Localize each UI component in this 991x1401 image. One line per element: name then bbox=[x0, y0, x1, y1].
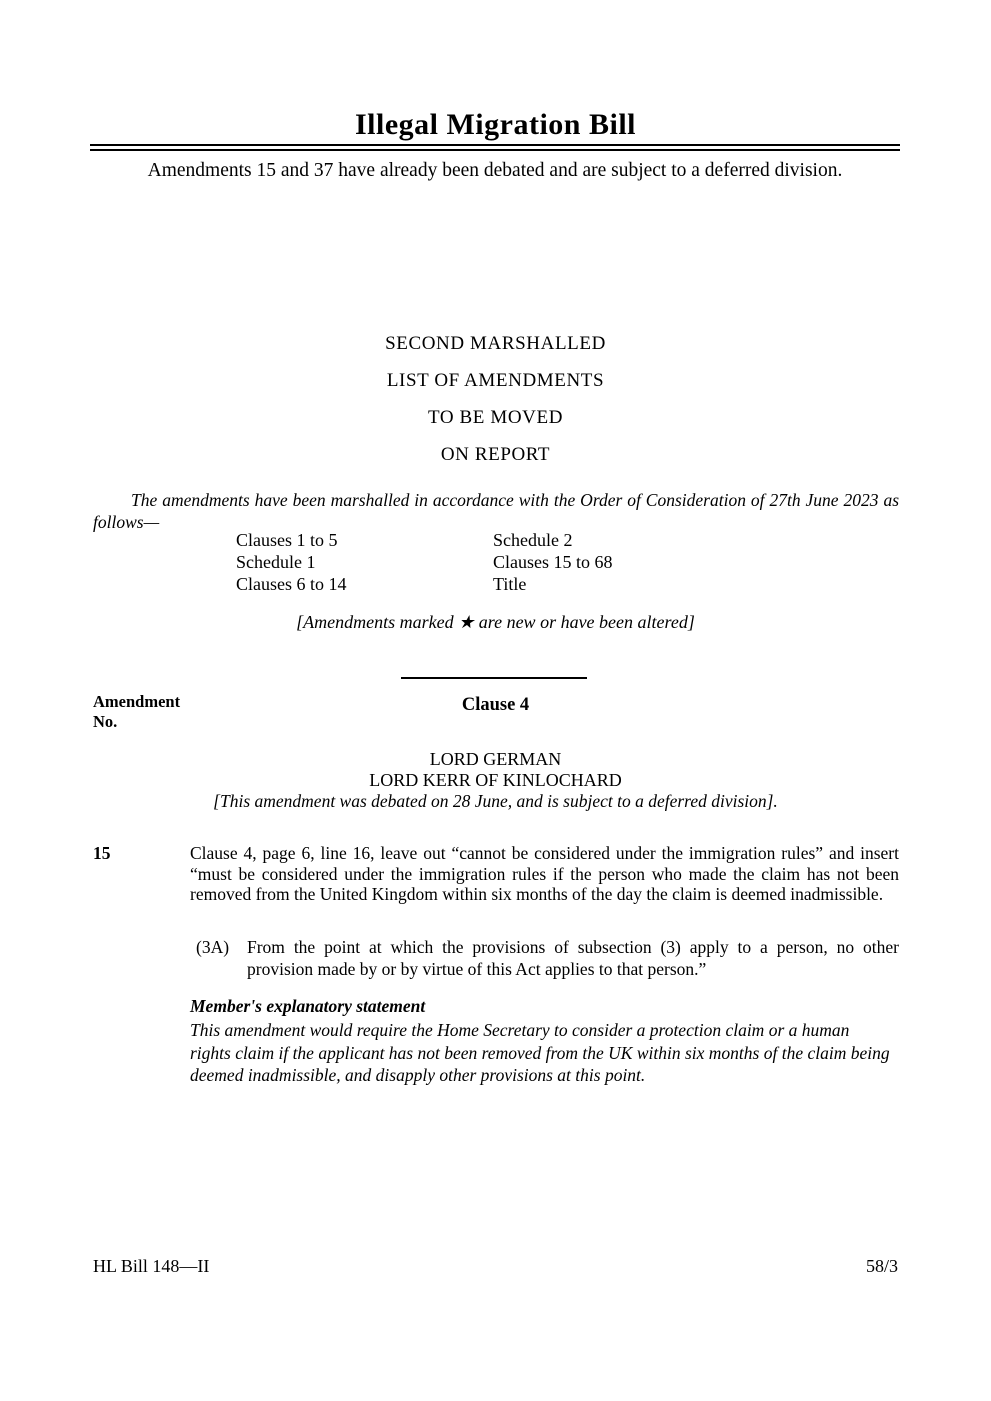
heading-line: LIST OF AMENDMENTS bbox=[386, 370, 605, 391]
sponsor-name: LORD KERR OF KINLOCHARD bbox=[369, 770, 622, 790]
footer-session-number: 58/3 bbox=[865, 1256, 898, 1276]
title-double-rule bbox=[90, 144, 900, 151]
amendment-text: Clause 4, page 6, line 16, leave out “cannot be considered under the immigration rules” and insert “must be considered under the immigration rules if the person who made the claim has not been removed from the United Kingdom within six months of the day the claim is deemed inadmissible. bbox=[190, 843, 899, 905]
amendment-sponsors bbox=[0, 749, 991, 791]
deferred-division-notice: Amendments 15 and 37 have already been debated and are subject to a deferred division. bbox=[147, 160, 843, 181]
amendment-subsection bbox=[196, 936, 899, 980]
order-item: Schedule 1 bbox=[236, 552, 316, 572]
heading-line: ON REPORT bbox=[440, 444, 551, 465]
bill-title: Illegal Migration Bill bbox=[355, 108, 636, 141]
order-item: Title bbox=[493, 574, 527, 594]
explanatory-statement-heading: Member's explanatory statement bbox=[190, 996, 426, 1016]
heading-line: TO BE MOVED bbox=[427, 407, 564, 428]
subsection-label: (3A) bbox=[196, 937, 230, 957]
subsection-text: From the point at which the provisions of subsection (3) apply to a person, no other provision made by or by virtue of this Act applies to that person.” bbox=[247, 937, 899, 979]
marshalled-list-headings bbox=[0, 333, 991, 481]
amendment-no-label-line: Amendment bbox=[93, 692, 181, 711]
amendment-no-label-line: No. bbox=[93, 711, 118, 731]
debate-status-note: [This amendment was debated on 28 June, and is subject to a deferred division]. bbox=[213, 791, 778, 811]
order-item: Clauses 1 to 5 bbox=[236, 530, 338, 550]
marshalling-intro: The amendments have been marshalled in accordance with the Order of Consideration of 27th June 2023 as follows— bbox=[93, 490, 899, 532]
order-item: Schedule 2 bbox=[493, 530, 573, 550]
amendment-number: 15 bbox=[93, 843, 111, 863]
explanatory-statement-text: This amendment would require the Home Secretary to consider a protection claim or a human rights claim if the applicant has not been removed from the UK within six months of the claim being deemed inadmissible, and disapply other provisions at this point. bbox=[190, 1020, 890, 1085]
clause-heading: Clause 4 bbox=[461, 695, 530, 715]
star-marked-amendments-note: [Amendments marked ★ are new or have been altered] bbox=[296, 612, 695, 632]
order-item: Clauses 15 to 68 bbox=[493, 552, 613, 572]
sponsor-name: LORD GERMAN bbox=[429, 749, 562, 769]
order-item: Clauses 6 to 14 bbox=[236, 574, 347, 594]
order-of-consideration-column-1 bbox=[236, 529, 347, 595]
order-of-consideration-column-2 bbox=[493, 529, 613, 595]
section-divider-rule bbox=[401, 677, 587, 679]
footer-bill-reference: HL Bill 148—II bbox=[93, 1256, 210, 1276]
heading-line: SECOND MARSHALLED bbox=[385, 333, 606, 354]
